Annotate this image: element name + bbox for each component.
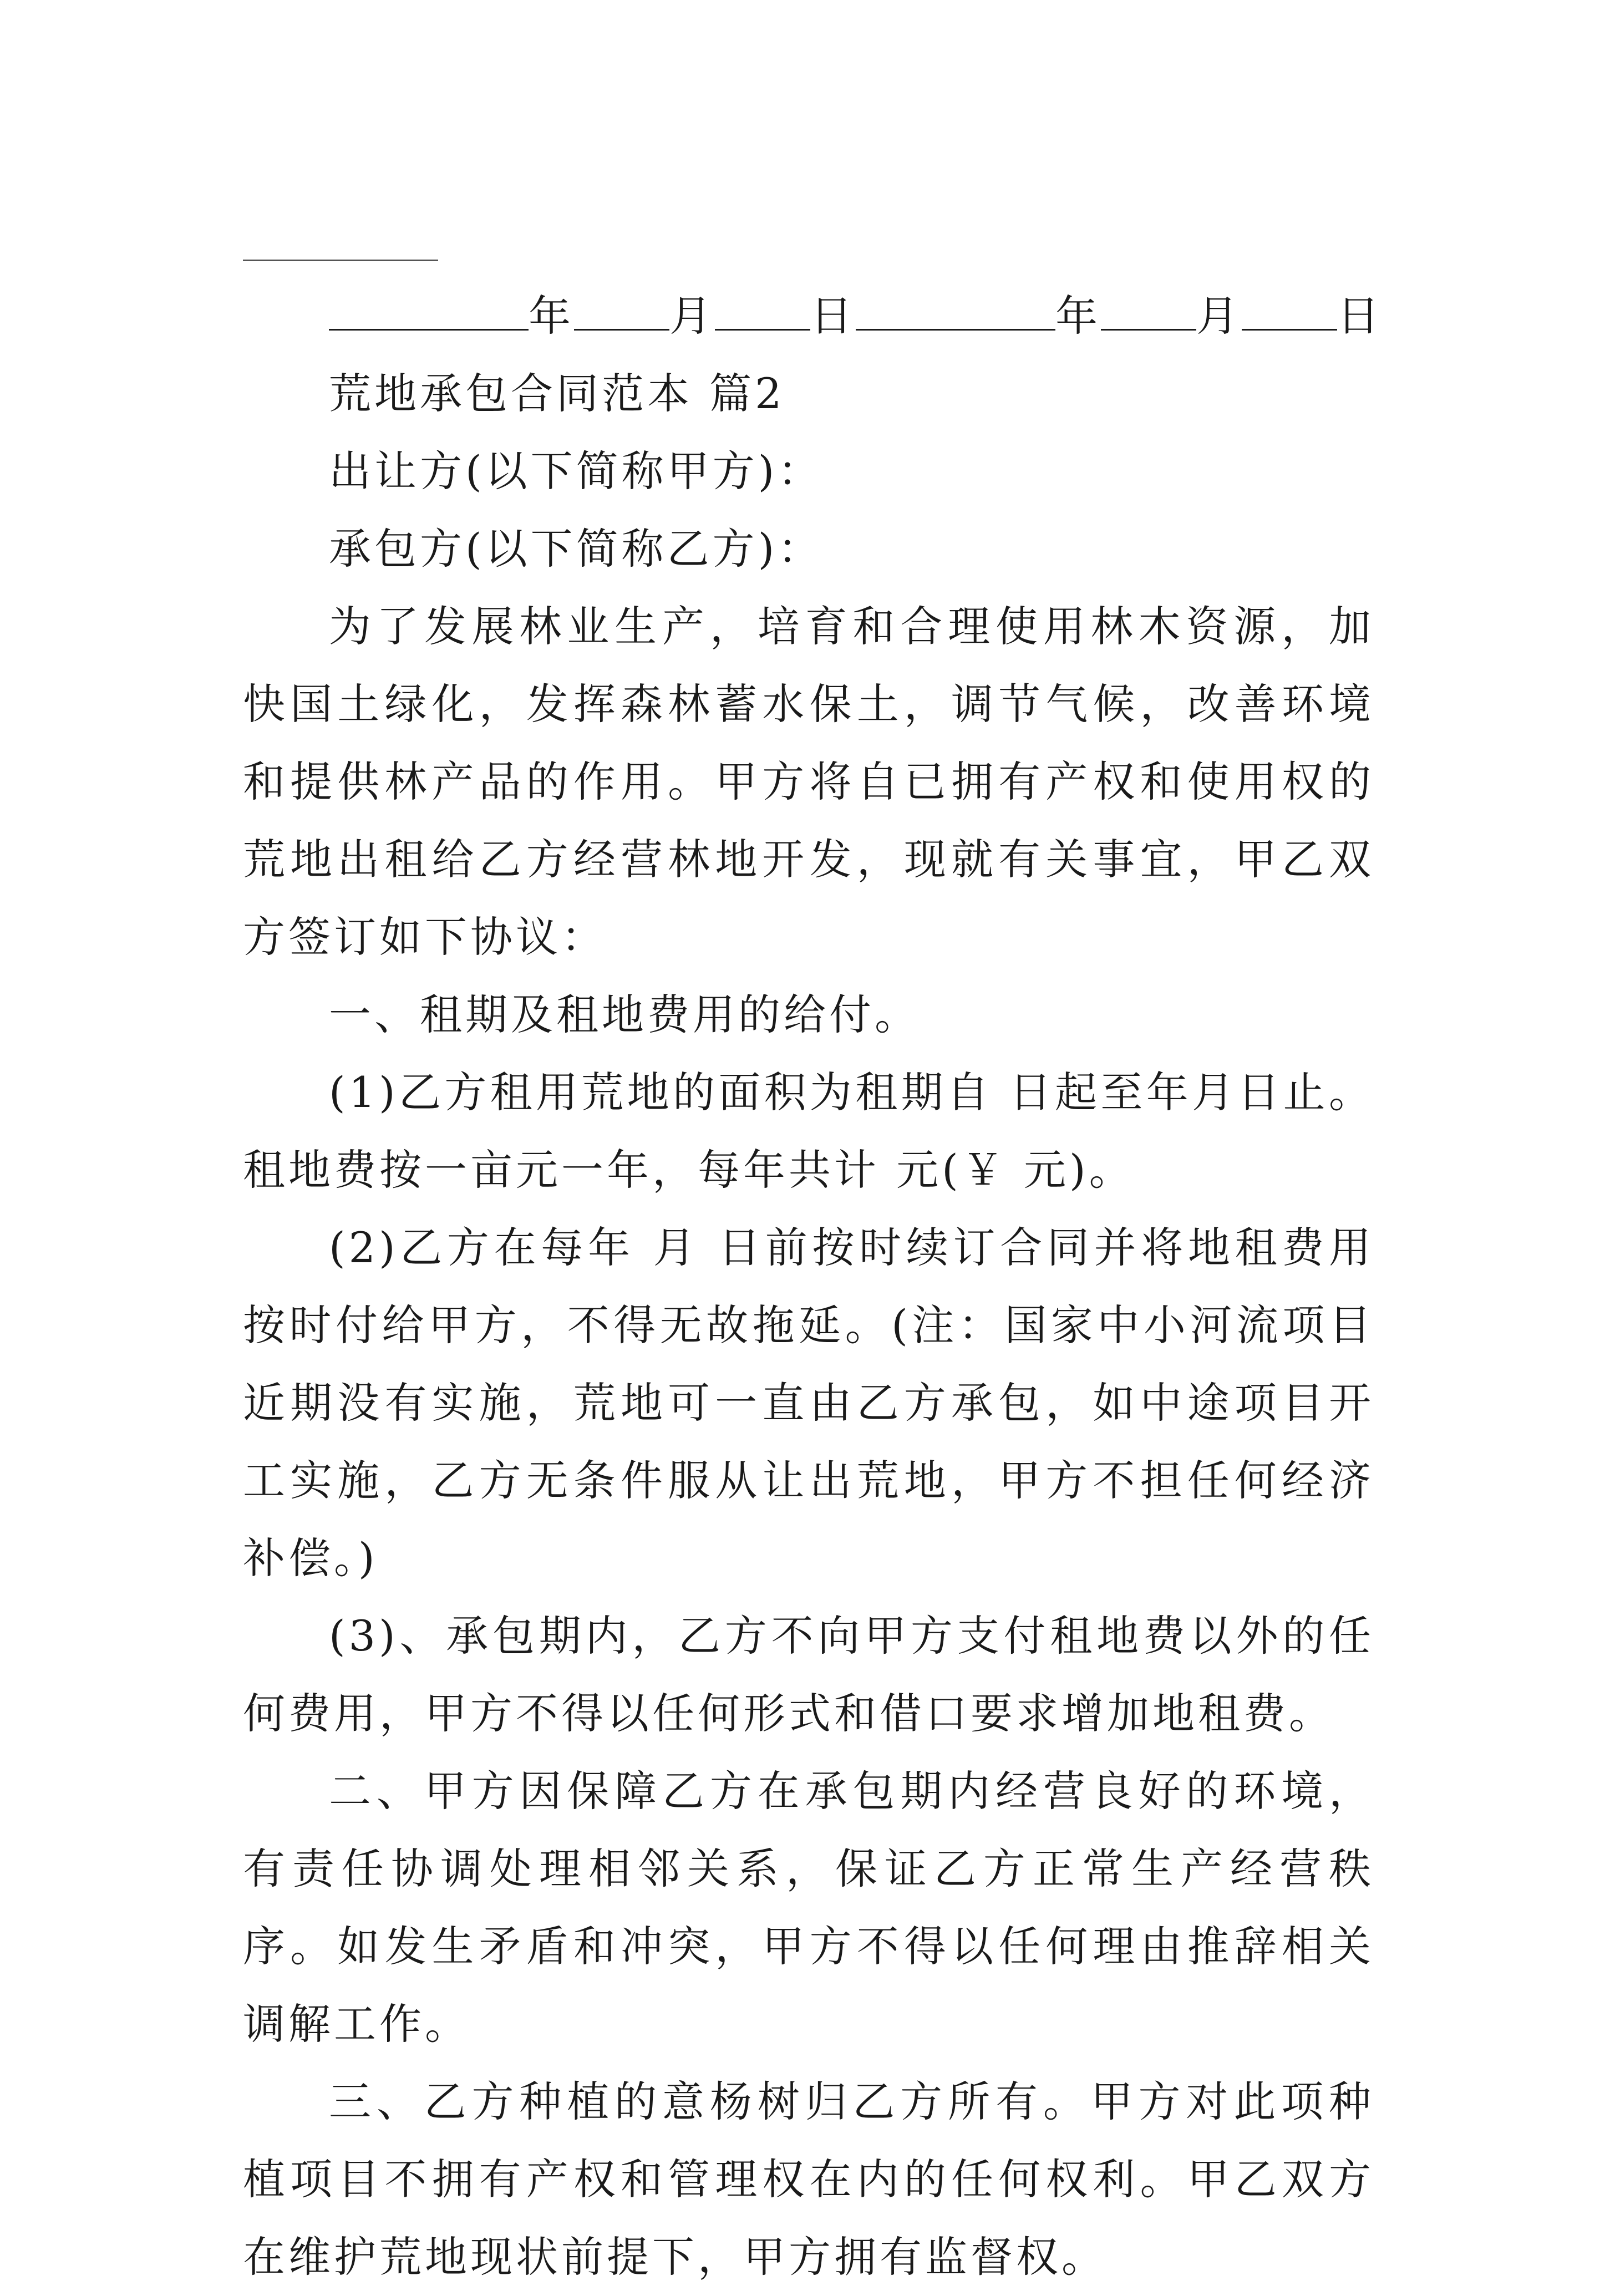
year-label-2: 年 — [1055, 291, 1101, 341]
month-blank-2[interactable] — [1101, 290, 1196, 331]
day-blank-2[interactable] — [1242, 290, 1337, 331]
day-blank-1[interactable] — [715, 290, 810, 331]
signature-date-line — [243, 277, 1383, 355]
preamble-paragraph: 为了发展林业生产，培育和合理使用林木资源，加快国土绿化，发挥森林蓄水保土，调节气候，改善环境和提供林产品的作用。甲方将自已拥有产权和使用权的荒地出租给乙方经营林地开发，现就有关事宜，甲乙双方签订如下协议： — [243, 602, 1374, 962]
month-label-1: 月 — [669, 291, 715, 341]
clause-1-item-2: (2)乙方在每年 月 日前按时续订合同并将地租费用按时付给甲方，不得无故拖延。(注：国家中小河流项目近期没有实施，荒地可一直由乙方承包，如中途项目开工实施，乙方无条件服从让出荒地，甲方不担任何经济补偿。) — [243, 1223, 1374, 1583]
contract-heading: 荒地承包合同范本 篇2 — [329, 369, 785, 418]
party-b-line: 承包方(以下简称乙方)： — [329, 524, 824, 573]
clause-3-paragraph: 三、乙方种植的意杨树归乙方所有。甲方对此项种植项目不拥有产权和管理权在内的任何权利。甲乙双方在维护荒地现状前提下，甲方拥有监督权。 — [243, 2077, 1374, 2282]
header-rule — [243, 260, 438, 261]
clause-2-paragraph: 二、甲方因保障乙方在承包期内经营良好的环境，有责任协调处理相邻关系，保证乙方正常生产经营秩序。如发生矛盾和冲突，甲方不得以任何理由推辞相关调解工作。 — [243, 1766, 1374, 2049]
clause-1-item-3: (3)、承包期内，乙方不向甲方支付租地费以外的任何费用，甲方不得以任何形式和借口要求增加地租费。 — [243, 1611, 1374, 1738]
party-a-line: 出让方(以下简称甲方)： — [329, 446, 824, 496]
year-blank-2[interactable] — [856, 290, 1055, 331]
document-body — [243, 277, 1383, 2296]
clause-1-item-1: (1)乙方租用荒地的面积为租期自 日起至年月日止。租地费按一亩元一年，每年共计 元(￥ 元)。 — [243, 1068, 1374, 1195]
day-label-1: 日 — [810, 291, 856, 341]
day-label-2: 日 — [1337, 291, 1383, 341]
year-blank-1[interactable] — [329, 290, 529, 331]
month-label-2: 月 — [1196, 291, 1242, 341]
year-label-1: 年 — [529, 291, 574, 341]
clause-1-heading: 一、租期及租地费用的给付。 — [329, 990, 920, 1039]
month-blank-1[interactable] — [574, 290, 669, 331]
